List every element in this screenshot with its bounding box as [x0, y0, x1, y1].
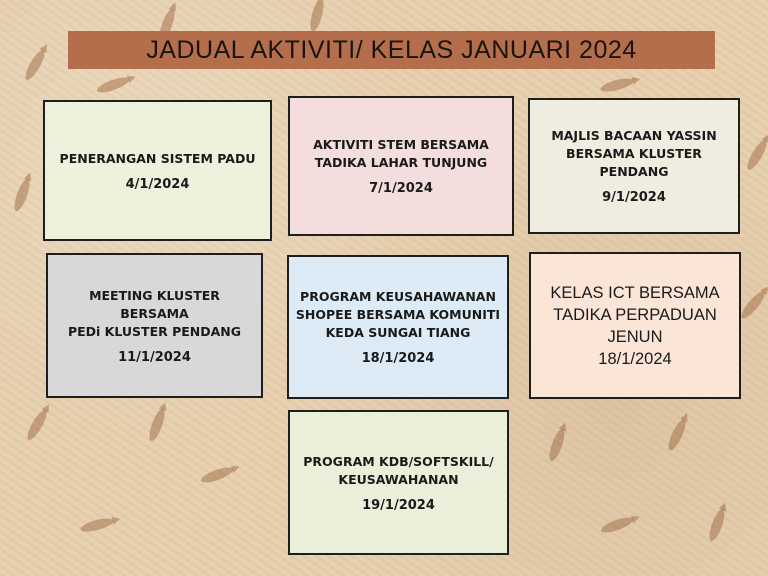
activity-card — [288, 96, 514, 236]
activity-card — [287, 255, 509, 399]
fossil-fish-decoration — [706, 507, 727, 542]
activity-title: PROGRAM KDB/SOFTSKILL/ KEUSAWAHANAN — [303, 453, 494, 487]
activity-date: 11/1/2024 — [118, 349, 191, 365]
fossil-fish-decoration — [22, 48, 48, 82]
activity-title: MEETING KLUSTER BERSAMA PEDi KLUSTER PENDANG — [67, 287, 242, 339]
activity-card — [288, 410, 509, 555]
activity-date: 4/1/2024 — [125, 176, 190, 192]
activity-date: 18/1/2024 — [361, 351, 435, 366]
fossil-fish-decoration — [79, 516, 114, 534]
fossil-fish-decoration — [95, 74, 130, 95]
activity-card — [46, 253, 263, 398]
activity-date: 9/1/2024 — [602, 190, 666, 205]
activity-date: 19/1/2024 — [362, 497, 435, 513]
activity-title: PENERANGAN SISTEM PADU — [59, 150, 256, 166]
activity-title: AKTIVITI STEM BERSAMA TADIKA LAHAR TUNJUNG — [313, 137, 489, 170]
activity-title: PROGRAM KEUSAHAWANAN SHOPEE BERSAMA KOMUNITI KEDA SUNGAI TIANG — [295, 289, 501, 340]
fossil-fish-decoration — [308, 0, 326, 33]
fossil-fish-decoration — [24, 408, 50, 442]
fossil-fish-decoration — [546, 427, 567, 462]
schedule-title: JADUAL AKTIVITI/ KELAS JANUARI 2024 — [146, 35, 637, 64]
fossil-fish-decoration — [599, 76, 634, 94]
fossil-fish-decoration — [665, 417, 688, 452]
activity-title: KELAS ICT BERSAMA TADIKA PERPADUAN JENUN — [550, 283, 720, 346]
fossil-fish-decoration — [146, 407, 167, 442]
schedule-title-bar — [68, 31, 715, 69]
activity-card — [529, 252, 741, 399]
fossil-fish-decoration — [738, 289, 768, 321]
fossil-fish-decoration — [199, 464, 234, 485]
fossil-fish-decoration — [11, 177, 32, 212]
activity-card — [43, 100, 272, 241]
activity-title: MAJLIS BACAAN YASSIN BERSAMA KLUSTER PENDANG — [551, 128, 717, 179]
activity-card — [528, 98, 740, 234]
activity-date: 18/1/2024 — [598, 349, 672, 368]
activity-date: 7/1/2024 — [369, 181, 433, 196]
fossil-fish-decoration — [744, 138, 768, 172]
fossil-fish-decoration — [599, 514, 634, 535]
